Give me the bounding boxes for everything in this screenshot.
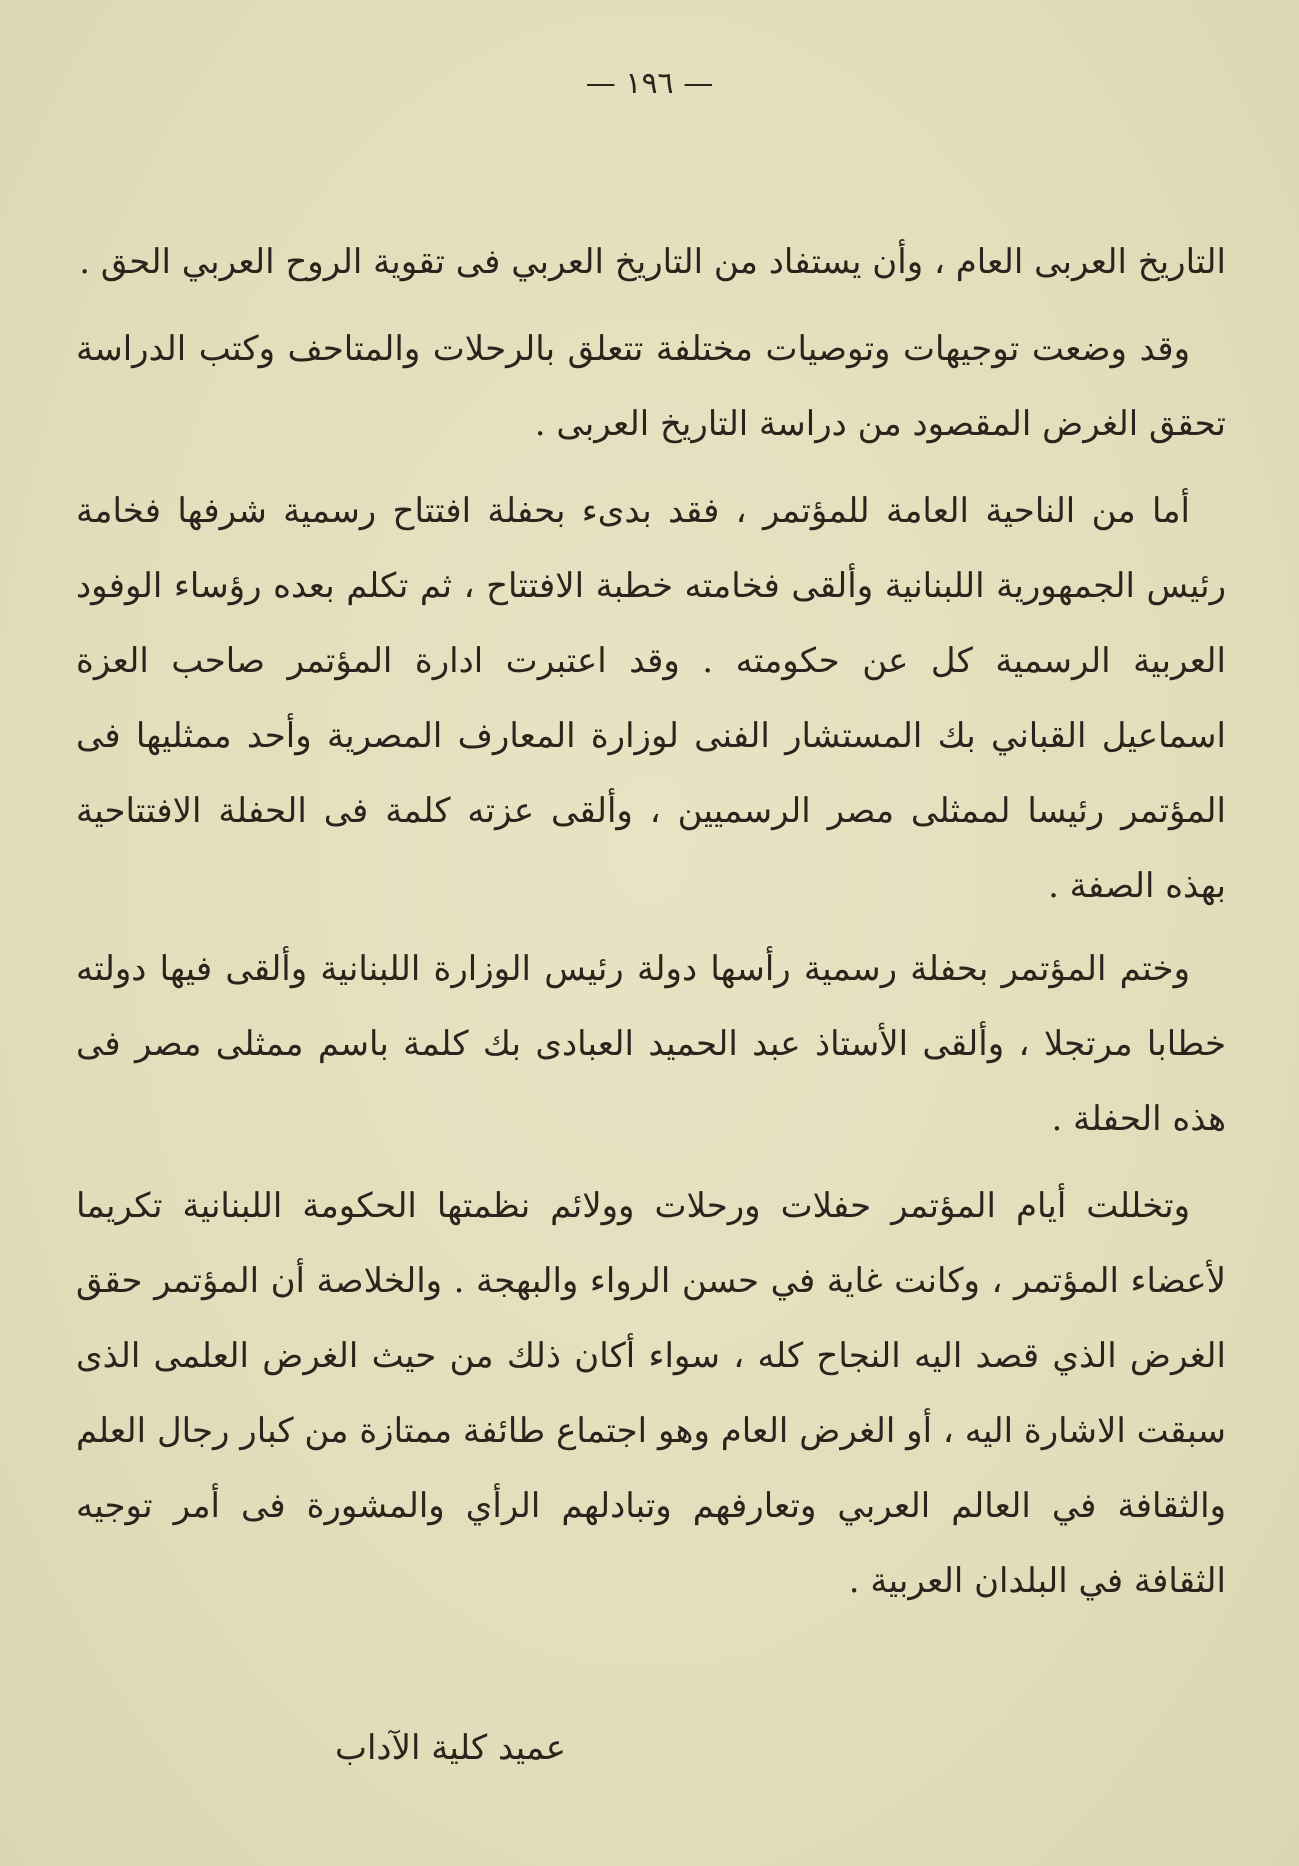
signature-dean: عميد كلية الآداب	[334, 1728, 566, 1768]
paragraph-closing-ceremony: وختم المؤتمر بحفلة رسمية رأسها دولة رئيس الوزارة اللبنانية وألقى فيها دولته خطابا مرتجلا ، وألقى الأستاذ عبد الحميد العبادى بك كلمة باسم ممثلى مصر فى هذه الحفلة .	[76, 949, 1226, 1139]
body-text	[76, 225, 1226, 1619]
paragraph-recommendations: وقد وضعت توجيهات وتوصيات مختلفة تتعلق بالرحلات والمتاحف وكتب الدراسة تحقق الغرض المقصود من دراسة التاريخ العربى .	[76, 329, 1226, 444]
page-number: — ١٩٦ —	[585, 66, 714, 101]
paragraph-conclusion: وتخللت أيام المؤتمر حفلات ورحلات وولائم نظمتها الحكومة اللبنانية تكريما لأعضاء المؤتمر ، وكانت غاية في حسن الرواء والبهجة . والخلاصة أن المؤتمر حقق الغرض الذي قصد اليه النجاح كله ، سواء أكان ذلك من حيث الغرض العلمى الذى سبقت الاشارة اليه ، أو الغرض العام وهو اجتماع طائفة ممتازة من كبار رجال العلم والثقافة في العالم العربي وتعارفهم وتبادلهم الرأي والمشورة فى أمر توجيه الثقافة في البلدان العربية .	[76, 1186, 1226, 1601]
paragraph-opening-ceremony: أما من الناحية العامة للمؤتمر ، فقد بدىء بحفلة افتتاح رسمية شرفها فخامة رئيس الجمهورية اللبنانية وألقى فخامته خطبة الافتتاح ، ثم تكلم بعده رؤساء الوفود العربية الرسمية كل عن حكومته . وقد اعتبرت ادارة المؤتمر صاحب العزة اسماعيل القباني بك المستشار الفنى لوزارة المعارف المصرية وأحد ممثليها فى المؤتمر رئيسا لممثلى مصر الرسميين ، وألقى عزته كلمة فى الحفلة الافتتاحية بهذه الصفة .	[76, 491, 1226, 906]
paragraph-arab-history: التاريخ العربى العام ، وأن يستفاد من التاريخ العربي فى تقوية الروح العربي الحق .	[79, 242, 1226, 282]
